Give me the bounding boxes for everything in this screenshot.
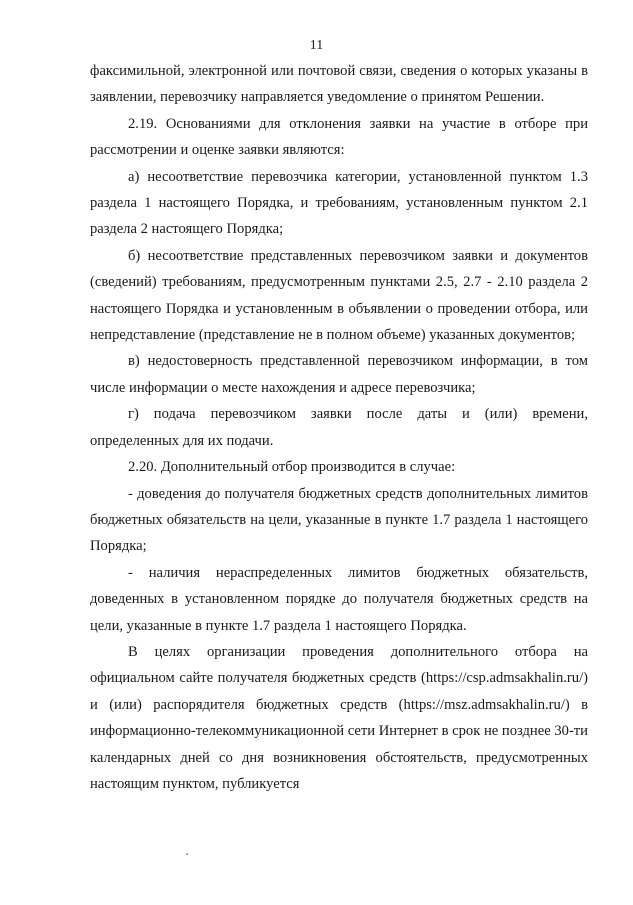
paragraph-continuation: факсимильной, электронной или почтовой связи, сведения о которых указаны в заявлении, перевозчику направляется уведомление о принятом Решении.	[90, 63, 588, 106]
paragraph-2-20-item-1: - доведения до получателя бюджетных средств дополнительных лимитов бюджетных обязательств на цели, указанные в пункте 1.7 раздела 1 настоящего Порядка;	[90, 485, 588, 555]
page-number: 11	[309, 38, 324, 53]
paragraph-2-19-b: б) несоответствие представленных перевозчиком заявки и документов (сведений) требованиям, предусмотренным пунктами 2.5, 2.7 - 2.10 раздела 2 настоящего Порядка и установленным в объявлении о проведении отбора, или непредставление (представление не в полном объеме) указанных документов;	[90, 247, 588, 344]
paragraph-additional-selection: В целях организации проведения дополнительного отбора на официальном сайте получателя бюджетных средств (https://csp.admsakhalin.ru/) и (или) распорядителя бюджетных средств (https://msz.admsakhalin.ru/) в информационно-телекоммуникационной сети Интернет в срок не позднее 30-ти календарных дней со дня возникновения обстоятельств, предусмотренных настоящим пунктом, публикуется	[90, 643, 588, 792]
paragraph-2-20-item-2: - наличия нераспределенных лимитов бюджетных обязательств, доведенных в установленном порядке до получателя бюджетных средств на цели, указанные в пункте 1.7 раздела 1 настоящего Порядка.	[90, 564, 588, 634]
paragraph-2-20: 2.20. Дополнительный отбор производится в случае:	[128, 459, 456, 476]
document-body	[90, 58, 588, 797]
scan-speck	[186, 853, 188, 855]
paragraph-2-19-g: г) подача перевозчиком заявки после даты и (или) времени, определенных для их подачи.	[90, 406, 588, 449]
paragraph-2-19: 2.19. Основаниями для отклонения заявки на участие в отборе при рассмотрении и оценке заявки являются:	[90, 115, 588, 159]
paragraph-2-19-v: в) недостоверность представленной перевозчиком информации, в том числе информации о месте нахождения и адресе перевозчика;	[90, 353, 588, 396]
paragraph-2-19-a: а) несоответствие перевозчика категории, установленной пунктом 1.3 раздела 1 настоящего Порядка, и требованиям, установленным пунктом 2.1 раздела 2 настоящего Порядка;	[90, 168, 588, 238]
